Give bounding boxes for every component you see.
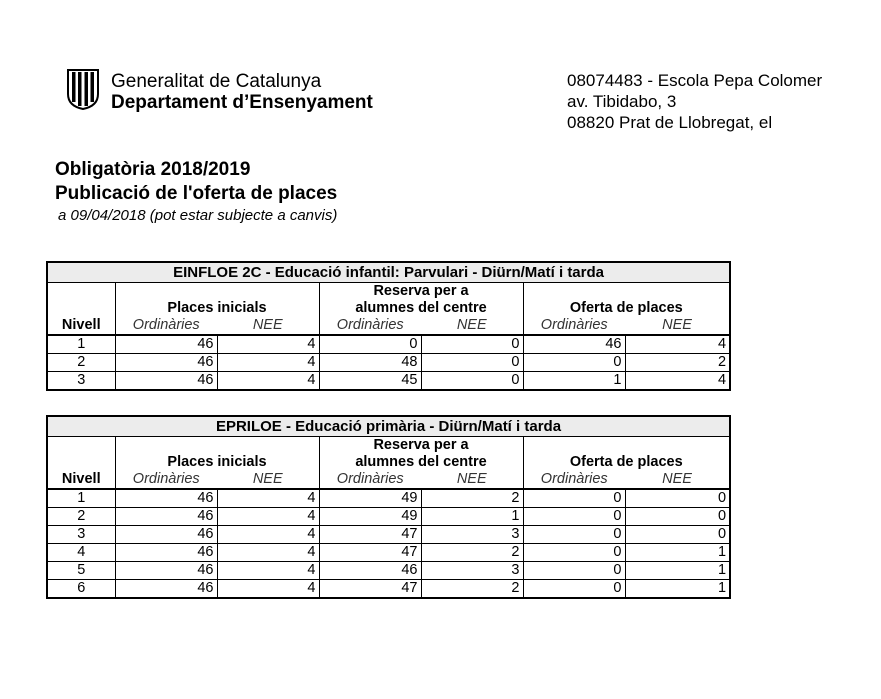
header-reserva-line1: Reserva per a bbox=[319, 437, 523, 455]
cell-res-ord: 0 bbox=[319, 335, 421, 354]
header-reserva-line1: Reserva per a bbox=[319, 283, 523, 301]
header-ordinaries: Ordinàries bbox=[319, 317, 421, 335]
header-spacer bbox=[523, 437, 625, 455]
cell-of-nee: 0 bbox=[625, 489, 730, 508]
offer-table bbox=[46, 261, 731, 391]
cell-pi-nee: 4 bbox=[217, 508, 319, 526]
table-title: EPRILOE - Educació primària - Diürn/Matí i tarda bbox=[47, 416, 730, 437]
cell-res-ord: 47 bbox=[319, 580, 421, 599]
cell-res-nee: 3 bbox=[421, 526, 523, 544]
cell-res-ord: 49 bbox=[319, 489, 421, 508]
cell-res-nee: 0 bbox=[421, 354, 523, 372]
header-spacer bbox=[47, 300, 115, 317]
header-nee: NEE bbox=[217, 471, 319, 489]
header-spacer bbox=[47, 437, 115, 455]
header-nivell: Nivell bbox=[47, 471, 115, 489]
cell-nivell: 6 bbox=[47, 580, 115, 599]
org-name: Generalitat de Catalunya bbox=[111, 71, 322, 92]
header-nee: NEE bbox=[421, 471, 523, 489]
header-ordinaries: Ordinàries bbox=[115, 317, 217, 335]
cell-res-nee: 0 bbox=[421, 372, 523, 391]
cell-res-ord: 49 bbox=[319, 508, 421, 526]
generalitat-logo-icon bbox=[66, 68, 100, 110]
table-row bbox=[47, 372, 730, 391]
cell-pi-ord: 46 bbox=[115, 562, 217, 580]
cell-res-nee: 1 bbox=[421, 508, 523, 526]
cell-nivell: 5 bbox=[47, 562, 115, 580]
header-nee: NEE bbox=[625, 317, 730, 335]
header-spacer bbox=[625, 437, 730, 455]
cell-of-ord: 46 bbox=[523, 335, 625, 354]
cell-res-nee: 3 bbox=[421, 562, 523, 580]
school-info bbox=[567, 70, 822, 133]
cell-res-nee: 2 bbox=[421, 580, 523, 599]
cell-pi-ord: 46 bbox=[115, 544, 217, 562]
cell-nivell: 1 bbox=[47, 489, 115, 508]
cell-res-ord: 48 bbox=[319, 354, 421, 372]
header-nee: NEE bbox=[625, 471, 730, 489]
cell-of-ord: 1 bbox=[523, 372, 625, 391]
cell-of-ord: 0 bbox=[523, 562, 625, 580]
header-ordinaries: Ordinàries bbox=[523, 317, 625, 335]
header-spacer bbox=[523, 283, 625, 301]
page-subtitle: Publicació de l'oferta de places bbox=[55, 183, 338, 204]
cell-of-ord: 0 bbox=[523, 544, 625, 562]
cell-of-ord: 0 bbox=[523, 508, 625, 526]
cell-pi-nee: 4 bbox=[217, 354, 319, 372]
cell-pi-nee: 4 bbox=[217, 526, 319, 544]
header-spacer bbox=[47, 454, 115, 471]
header-spacer bbox=[625, 283, 730, 301]
cell-pi-ord: 46 bbox=[115, 508, 217, 526]
cell-of-nee: 4 bbox=[625, 372, 730, 391]
cell-of-ord: 0 bbox=[523, 526, 625, 544]
header-places-inicials: Places inicials bbox=[115, 454, 319, 471]
header-places-inicials: Places inicials bbox=[115, 300, 319, 317]
cell-of-nee: 4 bbox=[625, 335, 730, 354]
header-oferta: Oferta de places bbox=[523, 454, 730, 471]
header-ordinaries: Ordinàries bbox=[523, 471, 625, 489]
cell-of-ord: 0 bbox=[523, 489, 625, 508]
header-spacer bbox=[115, 437, 217, 455]
cell-res-nee: 2 bbox=[421, 544, 523, 562]
cell-res-ord: 47 bbox=[319, 544, 421, 562]
cell-nivell: 1 bbox=[47, 335, 115, 354]
cell-of-ord: 0 bbox=[523, 580, 625, 599]
header-spacer bbox=[115, 283, 217, 301]
cell-pi-nee: 4 bbox=[217, 544, 319, 562]
cell-pi-nee: 4 bbox=[217, 580, 319, 599]
date-note: a 09/04/2018 (pot estar subjecte a canvis) bbox=[58, 207, 338, 224]
header-spacer bbox=[217, 437, 319, 455]
cell-pi-ord: 46 bbox=[115, 526, 217, 544]
table-row bbox=[47, 544, 730, 562]
offer-table bbox=[46, 415, 731, 599]
cell-res-ord: 47 bbox=[319, 526, 421, 544]
cell-of-nee: 1 bbox=[625, 580, 730, 599]
cell-of-nee: 0 bbox=[625, 508, 730, 526]
school-address: av. Tibidabo, 3 bbox=[567, 92, 677, 111]
school-city: 08820 Prat de Llobregat, el bbox=[567, 113, 773, 132]
header-spacer bbox=[217, 283, 319, 301]
cell-pi-ord: 46 bbox=[115, 580, 217, 599]
cell-nivell: 2 bbox=[47, 354, 115, 372]
cell-pi-ord: 46 bbox=[115, 354, 217, 372]
cell-nivell: 4 bbox=[47, 544, 115, 562]
table-row bbox=[47, 508, 730, 526]
table-row bbox=[47, 354, 730, 372]
cell-pi-nee: 4 bbox=[217, 562, 319, 580]
school-code-name: 08074483 - Escola Pepa Colomer bbox=[567, 71, 823, 90]
header-nivell: Nivell bbox=[47, 317, 115, 335]
cell-res-ord: 45 bbox=[319, 372, 421, 391]
cell-nivell: 3 bbox=[47, 372, 115, 391]
table-row bbox=[47, 526, 730, 544]
cell-res-ord: 46 bbox=[319, 562, 421, 580]
cell-res-nee: 0 bbox=[421, 335, 523, 354]
cell-pi-nee: 4 bbox=[217, 335, 319, 354]
page-title: Obligatòria 2018/2019 bbox=[55, 159, 251, 180]
header-nee: NEE bbox=[217, 317, 319, 335]
cell-of-nee: 0 bbox=[625, 526, 730, 544]
cell-of-ord: 0 bbox=[523, 354, 625, 372]
header-nee: NEE bbox=[421, 317, 523, 335]
cell-of-nee: 2 bbox=[625, 354, 730, 372]
cell-res-nee: 2 bbox=[421, 489, 523, 508]
table-row bbox=[47, 562, 730, 580]
header-oferta: Oferta de places bbox=[523, 300, 730, 317]
cell-pi-ord: 46 bbox=[115, 489, 217, 508]
department-name: Departament d’Ensenyament bbox=[111, 92, 373, 113]
header-spacer bbox=[47, 283, 115, 301]
table-row bbox=[47, 489, 730, 508]
table-row bbox=[47, 580, 730, 599]
cell-of-nee: 1 bbox=[625, 544, 730, 562]
cell-of-nee: 1 bbox=[625, 562, 730, 580]
header-ordinaries: Ordinàries bbox=[319, 471, 421, 489]
header-reserva-line2: alumnes del centre bbox=[319, 454, 523, 471]
cell-pi-nee: 4 bbox=[217, 489, 319, 508]
cell-nivell: 2 bbox=[47, 508, 115, 526]
cell-pi-ord: 46 bbox=[115, 372, 217, 391]
cell-nivell: 3 bbox=[47, 526, 115, 544]
cell-pi-ord: 46 bbox=[115, 335, 217, 354]
table-title: EINFLOE 2C - Educació infantil: Parvulari - Diürn/Matí i tarda bbox=[47, 262, 730, 283]
header-ordinaries: Ordinàries bbox=[115, 471, 217, 489]
table-row bbox=[47, 335, 730, 354]
header-reserva-line2: alumnes del centre bbox=[319, 300, 523, 317]
cell-pi-nee: 4 bbox=[217, 372, 319, 391]
